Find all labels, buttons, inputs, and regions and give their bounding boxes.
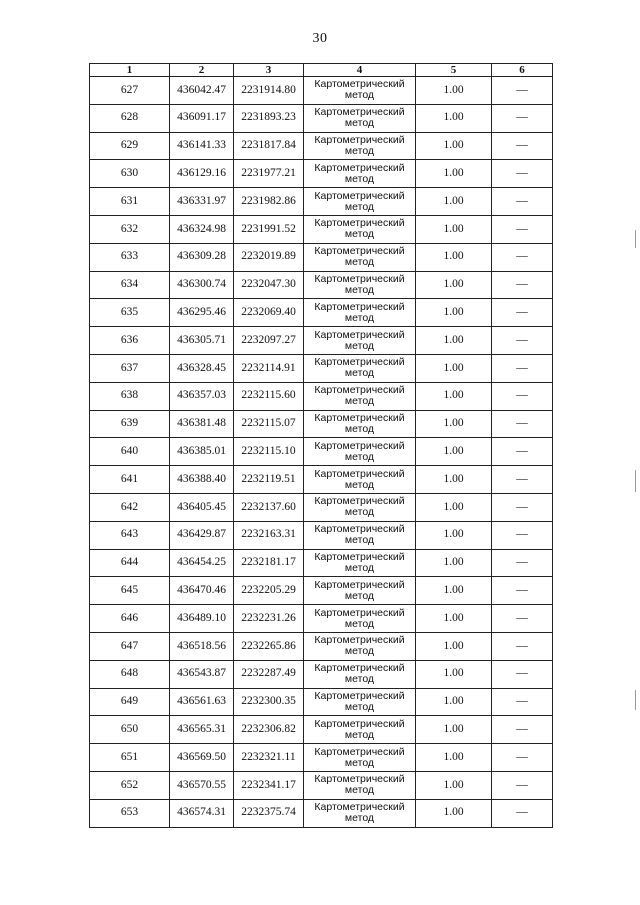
method-line-2: метод bbox=[344, 534, 375, 547]
note-cell: — bbox=[492, 799, 553, 827]
y-coordinate-cell: 2232231.26 bbox=[234, 605, 304, 633]
x-coordinate-cell: 436381.48 bbox=[170, 410, 234, 438]
point-number-cell: 643 bbox=[90, 521, 170, 549]
method-line-2: метод bbox=[344, 172, 375, 185]
method-line-2: метод bbox=[344, 589, 375, 602]
accuracy-cell: 1.00 bbox=[416, 77, 492, 105]
accuracy-cell: 1.00 bbox=[416, 744, 492, 772]
method-line-2: метод bbox=[344, 478, 375, 491]
scan-artifact bbox=[635, 470, 636, 492]
x-coordinate-cell: 436470.46 bbox=[170, 577, 234, 605]
method-cell bbox=[304, 160, 416, 188]
method-cell bbox=[304, 104, 416, 132]
column-header-3: 3 bbox=[234, 64, 304, 77]
method-line-1: Картометрический bbox=[314, 300, 405, 313]
note-cell: — bbox=[492, 188, 553, 216]
method-line-1: Картометрический bbox=[314, 384, 405, 397]
table-row bbox=[90, 299, 553, 327]
point-number-cell: 653 bbox=[90, 799, 170, 827]
note-cell: — bbox=[492, 410, 553, 438]
method-line-2: метод bbox=[344, 728, 375, 741]
accuracy-cell: 1.00 bbox=[416, 382, 492, 410]
note-cell: — bbox=[492, 77, 553, 105]
page-number: 30 bbox=[312, 31, 328, 46]
method-cell bbox=[304, 577, 416, 605]
y-coordinate-cell: 2231893.23 bbox=[234, 104, 304, 132]
table-row bbox=[90, 104, 553, 132]
table-row bbox=[90, 77, 553, 105]
method-line-1: Картометрический bbox=[314, 578, 405, 591]
method-cell bbox=[304, 438, 416, 466]
y-coordinate-cell: 2232069.40 bbox=[234, 299, 304, 327]
method-cell bbox=[304, 215, 416, 243]
accuracy-cell: 1.00 bbox=[416, 271, 492, 299]
note-cell: — bbox=[492, 744, 553, 772]
method-line-1: Картометрический bbox=[314, 550, 405, 563]
scan-artifact bbox=[635, 690, 636, 710]
note-cell: — bbox=[492, 521, 553, 549]
method-line-2: метод bbox=[344, 200, 375, 213]
scan-artifact bbox=[635, 230, 636, 248]
method-line-2: метод bbox=[344, 89, 375, 102]
method-line-1: Картометрический bbox=[314, 439, 405, 452]
point-number-cell: 641 bbox=[90, 466, 170, 494]
method-line-1: Картометрический bbox=[314, 745, 405, 758]
accuracy-cell: 1.00 bbox=[416, 410, 492, 438]
x-coordinate-cell: 436324.98 bbox=[170, 215, 234, 243]
method-line-2: метод bbox=[344, 311, 375, 324]
table-row bbox=[90, 215, 553, 243]
table-row bbox=[90, 132, 553, 160]
method-line-1: Картометрический bbox=[314, 662, 405, 675]
table-row bbox=[90, 771, 553, 799]
y-coordinate-cell: 2232265.86 bbox=[234, 632, 304, 660]
point-number-cell: 650 bbox=[90, 716, 170, 744]
y-coordinate-cell: 2232321.11 bbox=[234, 744, 304, 772]
method-line-1: Картометрический bbox=[314, 689, 405, 702]
method-line-1: Картометрический bbox=[314, 245, 405, 258]
method-cell bbox=[304, 771, 416, 799]
point-number-cell: 648 bbox=[90, 660, 170, 688]
x-coordinate-cell: 436518.56 bbox=[170, 632, 234, 660]
table-row bbox=[90, 660, 553, 688]
note-cell: — bbox=[492, 493, 553, 521]
table-row bbox=[90, 744, 553, 772]
x-coordinate-cell: 436357.03 bbox=[170, 382, 234, 410]
method-line-1: Картометрический bbox=[314, 634, 405, 647]
method-line-1: Картометрический bbox=[314, 606, 405, 619]
method-cell bbox=[304, 493, 416, 521]
y-coordinate-cell: 2232306.82 bbox=[234, 716, 304, 744]
method-cell bbox=[304, 354, 416, 382]
method-cell bbox=[304, 243, 416, 271]
note-cell: — bbox=[492, 382, 553, 410]
method-line-2: метод bbox=[344, 506, 375, 519]
table-row bbox=[90, 521, 553, 549]
method-line-2: метод bbox=[344, 812, 375, 825]
method-cell bbox=[304, 521, 416, 549]
x-coordinate-cell: 436569.50 bbox=[170, 744, 234, 772]
y-coordinate-cell: 2232163.31 bbox=[234, 521, 304, 549]
method-line-1: Картометрический bbox=[314, 189, 405, 202]
method-line-2: метод bbox=[344, 756, 375, 769]
point-number-cell: 652 bbox=[90, 771, 170, 799]
note-cell: — bbox=[492, 243, 553, 271]
method-line-1: Картометрический bbox=[314, 495, 405, 508]
method-line-1: Картометрический bbox=[314, 161, 405, 174]
y-coordinate-cell: 2232137.60 bbox=[234, 493, 304, 521]
accuracy-cell: 1.00 bbox=[416, 688, 492, 716]
table-header-row bbox=[90, 64, 553, 77]
method-cell bbox=[304, 466, 416, 494]
x-coordinate-cell: 436042.47 bbox=[170, 77, 234, 105]
x-coordinate-cell: 436565.31 bbox=[170, 716, 234, 744]
y-coordinate-cell: 2232115.10 bbox=[234, 438, 304, 466]
method-line-2: метод bbox=[344, 617, 375, 630]
point-number-cell: 638 bbox=[90, 382, 170, 410]
method-line-2: метод bbox=[344, 367, 375, 380]
x-coordinate-cell: 436405.45 bbox=[170, 493, 234, 521]
x-coordinate-cell: 436570.55 bbox=[170, 771, 234, 799]
point-number-cell: 632 bbox=[90, 215, 170, 243]
y-coordinate-cell: 2232047.30 bbox=[234, 271, 304, 299]
x-coordinate-cell: 436328.45 bbox=[170, 354, 234, 382]
note-cell: — bbox=[492, 549, 553, 577]
point-number-cell: 642 bbox=[90, 493, 170, 521]
method-line-1: Картометрический bbox=[314, 356, 405, 369]
accuracy-cell: 1.00 bbox=[416, 438, 492, 466]
x-coordinate-cell: 436309.28 bbox=[170, 243, 234, 271]
method-line-2: метод bbox=[344, 283, 375, 296]
y-coordinate-cell: 2231982.86 bbox=[234, 188, 304, 216]
accuracy-cell: 1.00 bbox=[416, 660, 492, 688]
accuracy-cell: 1.00 bbox=[416, 299, 492, 327]
method-cell bbox=[304, 271, 416, 299]
method-line-1: Картометрический bbox=[314, 411, 405, 424]
x-coordinate-cell: 436300.74 bbox=[170, 271, 234, 299]
y-coordinate-cell: 2231977.21 bbox=[234, 160, 304, 188]
x-coordinate-cell: 436388.40 bbox=[170, 466, 234, 494]
column-header-1: 1 bbox=[90, 64, 170, 77]
method-cell bbox=[304, 188, 416, 216]
method-line-1: Картометрический bbox=[314, 133, 405, 146]
x-coordinate-cell: 436295.46 bbox=[170, 299, 234, 327]
column-header-2: 2 bbox=[170, 64, 234, 77]
point-number-cell: 644 bbox=[90, 549, 170, 577]
table-row bbox=[90, 243, 553, 271]
y-coordinate-cell: 2232115.07 bbox=[234, 410, 304, 438]
x-coordinate-cell: 436305.71 bbox=[170, 327, 234, 355]
note-cell: — bbox=[492, 271, 553, 299]
method-line-1: Картометрический bbox=[314, 717, 405, 730]
method-line-2: метод bbox=[344, 673, 375, 686]
column-header-6: 6 bbox=[492, 64, 553, 77]
note-cell: — bbox=[492, 466, 553, 494]
accuracy-cell: 1.00 bbox=[416, 243, 492, 271]
table-row bbox=[90, 354, 553, 382]
accuracy-cell: 1.00 bbox=[416, 188, 492, 216]
table-row bbox=[90, 410, 553, 438]
method-cell bbox=[304, 660, 416, 688]
method-line-2: метод bbox=[344, 784, 375, 797]
accuracy-cell: 1.00 bbox=[416, 215, 492, 243]
point-number-cell: 629 bbox=[90, 132, 170, 160]
point-number-cell: 636 bbox=[90, 327, 170, 355]
point-number-cell: 651 bbox=[90, 744, 170, 772]
y-coordinate-cell: 2232119.51 bbox=[234, 466, 304, 494]
method-line-2: метод bbox=[344, 395, 375, 408]
method-cell bbox=[304, 549, 416, 577]
table-row bbox=[90, 493, 553, 521]
y-coordinate-cell: 2231817.84 bbox=[234, 132, 304, 160]
method-line-2: метод bbox=[344, 450, 375, 463]
x-coordinate-cell: 436574.31 bbox=[170, 799, 234, 827]
point-number-cell: 647 bbox=[90, 632, 170, 660]
note-cell: — bbox=[492, 132, 553, 160]
accuracy-cell: 1.00 bbox=[416, 327, 492, 355]
note-cell: — bbox=[492, 688, 553, 716]
y-coordinate-cell: 2232375.74 bbox=[234, 799, 304, 827]
column-header-5: 5 bbox=[416, 64, 492, 77]
note-cell: — bbox=[492, 716, 553, 744]
y-coordinate-cell: 2231991.52 bbox=[234, 215, 304, 243]
y-coordinate-cell: 2232287.49 bbox=[234, 660, 304, 688]
method-cell bbox=[304, 382, 416, 410]
note-cell: — bbox=[492, 104, 553, 132]
method-line-2: метод bbox=[344, 561, 375, 574]
method-cell bbox=[304, 132, 416, 160]
y-coordinate-cell: 2232114.91 bbox=[234, 354, 304, 382]
method-cell bbox=[304, 744, 416, 772]
y-coordinate-cell: 2232115.60 bbox=[234, 382, 304, 410]
accuracy-cell: 1.00 bbox=[416, 799, 492, 827]
y-coordinate-cell: 2232181.17 bbox=[234, 549, 304, 577]
x-coordinate-cell: 436385.01 bbox=[170, 438, 234, 466]
method-cell bbox=[304, 799, 416, 827]
table-row bbox=[90, 327, 553, 355]
table-row bbox=[90, 382, 553, 410]
accuracy-cell: 1.00 bbox=[416, 577, 492, 605]
x-coordinate-cell: 436331.97 bbox=[170, 188, 234, 216]
note-cell: — bbox=[492, 327, 553, 355]
x-coordinate-cell: 436129.16 bbox=[170, 160, 234, 188]
accuracy-cell: 1.00 bbox=[416, 132, 492, 160]
accuracy-cell: 1.00 bbox=[416, 549, 492, 577]
table-row bbox=[90, 188, 553, 216]
method-line-1: Картометрический bbox=[314, 217, 405, 230]
note-cell: — bbox=[492, 299, 553, 327]
point-number-cell: 649 bbox=[90, 688, 170, 716]
point-number-cell: 645 bbox=[90, 577, 170, 605]
table-row bbox=[90, 549, 553, 577]
method-cell bbox=[304, 327, 416, 355]
table-row bbox=[90, 716, 553, 744]
x-coordinate-cell: 436091.17 bbox=[170, 104, 234, 132]
table-row bbox=[90, 688, 553, 716]
note-cell: — bbox=[492, 354, 553, 382]
method-line-2: метод bbox=[344, 339, 375, 352]
point-number-cell: 635 bbox=[90, 299, 170, 327]
y-coordinate-cell: 2232205.29 bbox=[234, 577, 304, 605]
method-line-1: Картометрический bbox=[314, 328, 405, 341]
y-coordinate-cell: 2232097.27 bbox=[234, 327, 304, 355]
point-number-cell: 634 bbox=[90, 271, 170, 299]
x-coordinate-cell: 436141.33 bbox=[170, 132, 234, 160]
method-line-2: метод bbox=[344, 117, 375, 130]
table-row bbox=[90, 799, 553, 827]
table-row bbox=[90, 605, 553, 633]
method-cell bbox=[304, 299, 416, 327]
accuracy-cell: 1.00 bbox=[416, 354, 492, 382]
table-row bbox=[90, 466, 553, 494]
method-line-1: Картометрический bbox=[314, 801, 405, 814]
method-line-1: Картометрический bbox=[314, 467, 405, 480]
x-coordinate-cell: 436543.87 bbox=[170, 660, 234, 688]
x-coordinate-cell: 436489.10 bbox=[170, 605, 234, 633]
point-number-cell: 646 bbox=[90, 605, 170, 633]
method-cell bbox=[304, 716, 416, 744]
method-line-2: метод bbox=[344, 645, 375, 658]
accuracy-cell: 1.00 bbox=[416, 605, 492, 633]
method-cell bbox=[304, 632, 416, 660]
point-number-cell: 639 bbox=[90, 410, 170, 438]
point-number-cell: 628 bbox=[90, 104, 170, 132]
method-line-2: метод bbox=[344, 700, 375, 713]
note-cell: — bbox=[492, 771, 553, 799]
table-row bbox=[90, 160, 553, 188]
point-number-cell: 633 bbox=[90, 243, 170, 271]
accuracy-cell: 1.00 bbox=[416, 493, 492, 521]
accuracy-cell: 1.00 bbox=[416, 716, 492, 744]
note-cell: — bbox=[492, 632, 553, 660]
method-line-2: метод bbox=[344, 144, 375, 157]
method-line-2: метод bbox=[344, 422, 375, 435]
method-line-1: Картометрический bbox=[314, 523, 405, 536]
method-line-2: метод bbox=[344, 228, 375, 241]
y-coordinate-cell: 2232300.35 bbox=[234, 688, 304, 716]
table-row bbox=[90, 271, 553, 299]
x-coordinate-cell: 436561.63 bbox=[170, 688, 234, 716]
note-cell: — bbox=[492, 438, 553, 466]
accuracy-cell: 1.00 bbox=[416, 104, 492, 132]
method-line-1: Картометрический bbox=[314, 773, 405, 786]
method-line-1: Картометрический bbox=[314, 78, 405, 91]
table-row bbox=[90, 577, 553, 605]
accuracy-cell: 1.00 bbox=[416, 632, 492, 660]
accuracy-cell: 1.00 bbox=[416, 521, 492, 549]
method-line-1: Картометрический bbox=[314, 272, 405, 285]
table-row bbox=[90, 632, 553, 660]
coordinates-table bbox=[89, 63, 553, 828]
table-body bbox=[90, 77, 553, 828]
method-cell bbox=[304, 605, 416, 633]
column-header-4: 4 bbox=[304, 64, 416, 77]
point-number-cell: 630 bbox=[90, 160, 170, 188]
x-coordinate-cell: 436429.87 bbox=[170, 521, 234, 549]
method-line-2: метод bbox=[344, 256, 375, 269]
accuracy-cell: 1.00 bbox=[416, 771, 492, 799]
method-cell bbox=[304, 410, 416, 438]
accuracy-cell: 1.00 bbox=[416, 466, 492, 494]
x-coordinate-cell: 436454.25 bbox=[170, 549, 234, 577]
note-cell: — bbox=[492, 660, 553, 688]
point-number-cell: 627 bbox=[90, 77, 170, 105]
y-coordinate-cell: 2232341.17 bbox=[234, 771, 304, 799]
accuracy-cell: 1.00 bbox=[416, 160, 492, 188]
y-coordinate-cell: 2232019.89 bbox=[234, 243, 304, 271]
method-cell bbox=[304, 688, 416, 716]
method-cell bbox=[304, 77, 416, 105]
note-cell: — bbox=[492, 160, 553, 188]
table-row bbox=[90, 438, 553, 466]
note-cell: — bbox=[492, 605, 553, 633]
point-number-cell: 640 bbox=[90, 438, 170, 466]
method-line-1: Картометрический bbox=[314, 106, 405, 119]
point-number-cell: 631 bbox=[90, 188, 170, 216]
point-number-cell: 637 bbox=[90, 354, 170, 382]
note-cell: — bbox=[492, 577, 553, 605]
y-coordinate-cell: 2231914.80 bbox=[234, 77, 304, 105]
note-cell: — bbox=[492, 215, 553, 243]
